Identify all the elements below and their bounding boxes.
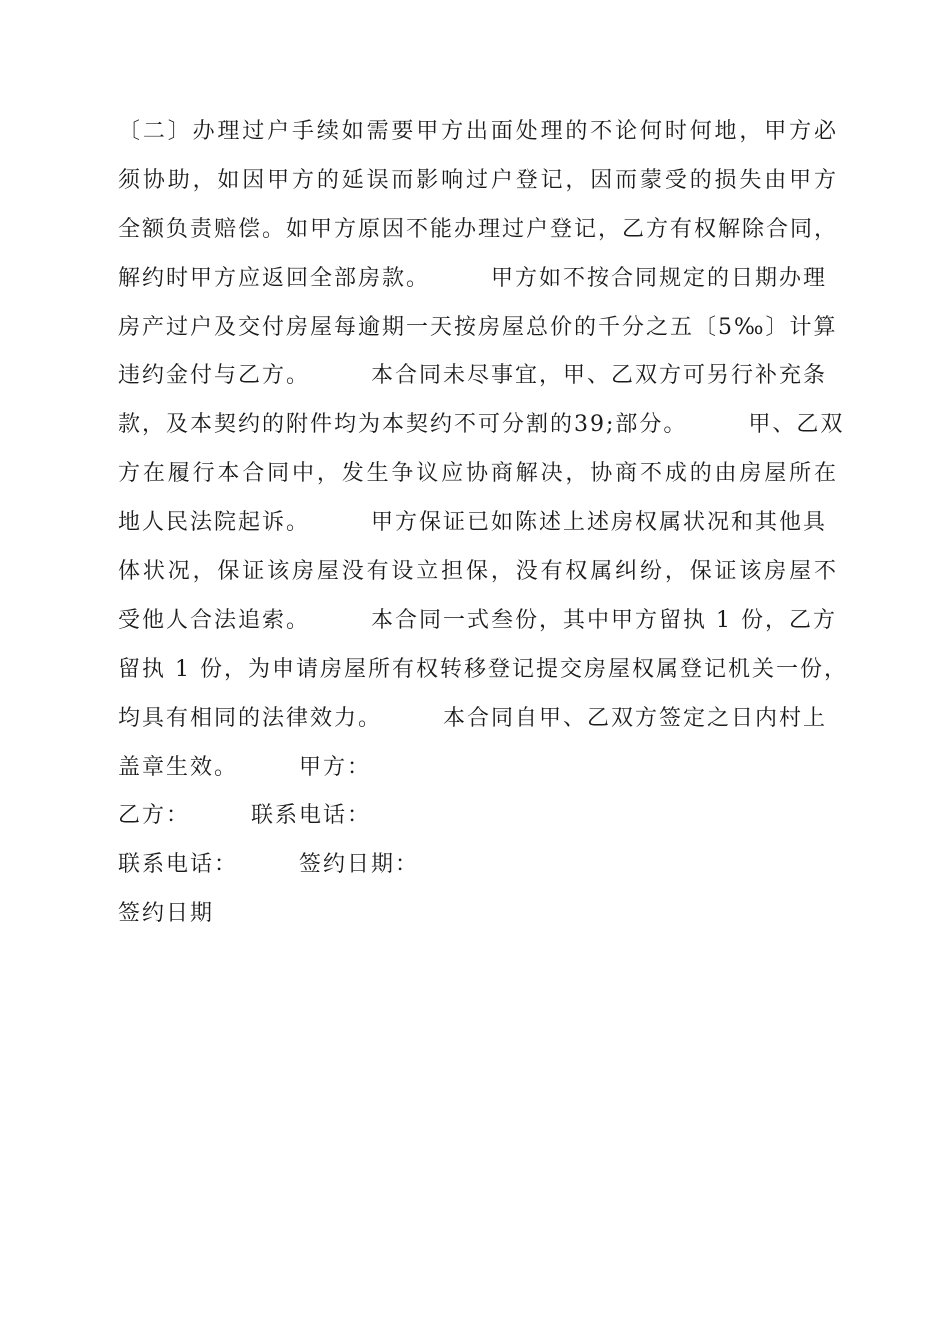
contract-line: 〔二〕办理过户手续如需要甲方出面处理的不论何时何地，甲方必: [118, 119, 838, 144]
signature-line-party-b: 乙方： 联系电话：: [118, 803, 372, 829]
contract-body: [118, 108, 848, 939]
contract-line: 房产过户及交付房屋每逾期一天按房屋总价的千分之五〔5‰〕计算: [118, 314, 838, 340]
contract-line: 地人民法院起诉。 甲方保证已如陈述上述房权属状况和其他具: [118, 510, 828, 536]
signature-line-date: 签约日期: [118, 901, 215, 927]
contract-line: 方在履行本合同中，发生争议应协商解决，协商不成的由房屋所在: [118, 461, 838, 487]
contract-line: 解约时甲方应返回全部房款。 甲方如不按合同规定的日期办理: [118, 265, 828, 291]
contract-line: 款，及本契约的附件均为本契约不可分割的39;部分。 甲、乙双: [118, 412, 845, 438]
contract-line: 体状况，保证该房屋没有设立担保，没有权属纠纷，保证该房屋不: [118, 559, 838, 585]
signature-line-phone: 联系电话： 签约日期：: [118, 852, 420, 878]
contract-line: 违约金付与乙方。 本合同未尽事宜，甲、乙双方可另行补充条: [118, 363, 828, 389]
contract-line: 均具有相同的法律效力。 本合同自甲、乙双方签定之日内村上: [118, 705, 828, 731]
contract-line: 留执 1 份，为申请房屋所有权转移登记提交房屋权属登记机关一份，: [118, 656, 848, 682]
contract-line: 受他人合法追索。 本合同一式叁份，其中甲方留执 1 份，乙方: [118, 607, 837, 633]
contract-line: 须协助，如因甲方的延误而影响过户登记，因而蒙受的损失由甲方: [118, 167, 838, 193]
signature-line-party-a: 盖章生效。 甲方：: [118, 754, 372, 780]
contract-line: 全额负责赔偿。如甲方原因不能办理过户登记，乙方有权解除合同，: [118, 216, 839, 242]
